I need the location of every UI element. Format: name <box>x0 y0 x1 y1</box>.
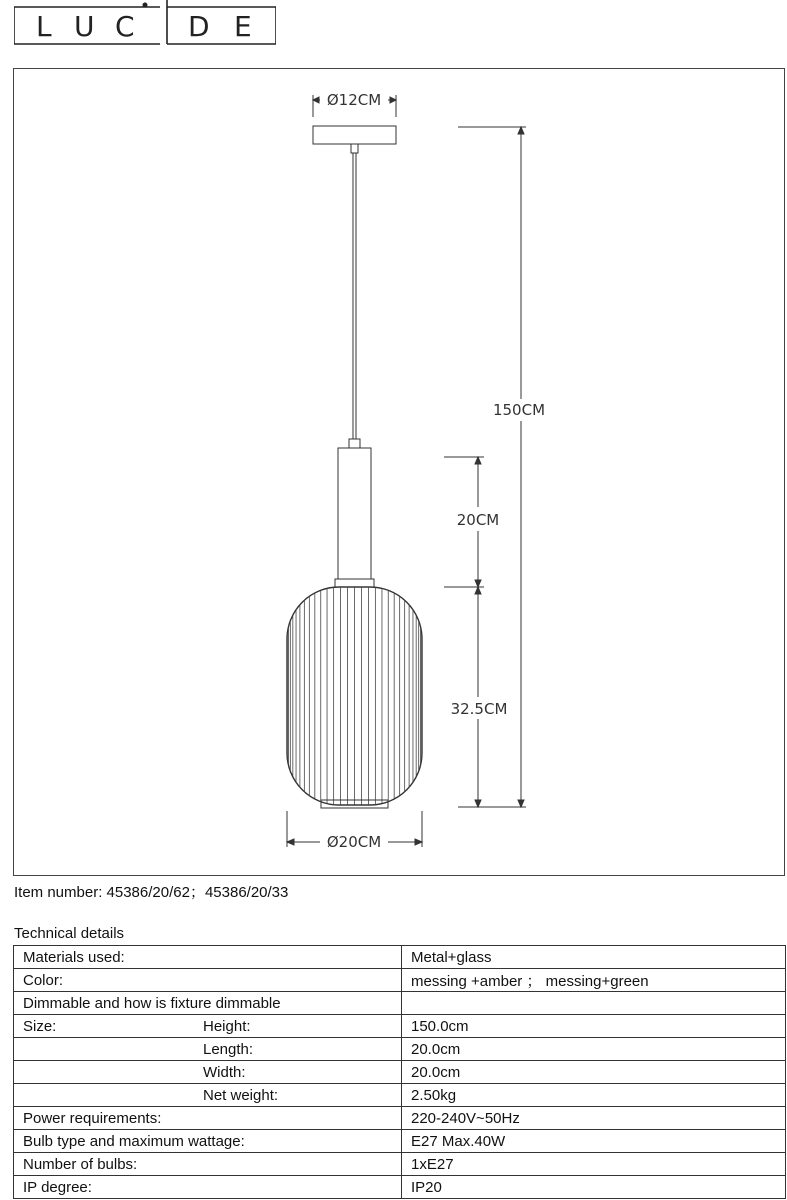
spec-label: IP degree: <box>14 1176 402 1199</box>
table-row <box>14 1130 786 1153</box>
spec-value: E27 Max.40W <box>402 1130 786 1153</box>
spec-value <box>402 992 786 1015</box>
shade-height-label: 32.5CM <box>450 700 508 718</box>
table-row <box>14 992 786 1015</box>
spec-label: Dimmable and how is fixture dimmable <box>14 992 402 1015</box>
spec-value: Metal+glass <box>402 946 786 969</box>
spec-value: 20.0cm <box>402 1061 786 1084</box>
spec-value: 220-240V~50Hz <box>402 1107 786 1130</box>
table-row <box>14 1107 786 1130</box>
spec-value: 1xE27 <box>402 1153 786 1176</box>
technical-details-table <box>13 945 786 1199</box>
table-row <box>14 1038 786 1061</box>
spec-label: Number of bulbs: <box>14 1153 402 1176</box>
brand-logo <box>14 0 276 46</box>
canopy-diameter-label: Ø12CM <box>326 91 382 109</box>
table-row <box>14 1015 786 1038</box>
spec-sublabel: Height: <box>203 1017 251 1035</box>
table-row <box>14 1153 786 1176</box>
spec-value: 2.50kg <box>402 1084 786 1107</box>
spec-label <box>14 1038 402 1061</box>
shade-diameter-label: Ø20CM <box>326 833 382 851</box>
spec-label: Power requirements: <box>14 1107 402 1130</box>
spec-value: 150.0cm <box>402 1015 786 1038</box>
logo-letter-e: E <box>234 10 252 43</box>
technical-details-heading: Technical details <box>14 925 125 942</box>
spec-sublabel: Width: <box>203 1063 246 1081</box>
logo-letter-u: U <box>74 10 95 43</box>
table-row <box>14 1176 786 1199</box>
technical-drawing-frame <box>13 68 785 876</box>
spec-label <box>14 1061 402 1084</box>
ceiling-canopy <box>313 126 396 144</box>
spec-sublabel: Length: <box>203 1040 254 1058</box>
spec-value: 20.0cm <box>402 1038 786 1061</box>
table-row <box>14 969 786 992</box>
spec-value: IP20 <box>402 1176 786 1199</box>
spec-label: Color: <box>14 969 402 992</box>
spec-label <box>14 1084 402 1107</box>
spec-label: Materials used: <box>14 946 402 969</box>
pendant-lamp-drawing <box>14 69 786 877</box>
lamp-holder-tube <box>338 448 371 579</box>
table-row <box>14 1084 786 1107</box>
spec-label: Bulb type and maximum wattage: <box>14 1130 402 1153</box>
item-number: Item number: 45386/20/62；45386/20/33 <box>14 884 289 901</box>
holder-height-label: 20CM <box>456 511 500 529</box>
spec-value: messing +amber ； messing+green <box>402 969 786 992</box>
spec-label <box>14 1015 402 1038</box>
spec-sublabel: Net weight: <box>203 1086 279 1104</box>
table-row <box>14 1061 786 1084</box>
table-row <box>14 946 786 969</box>
spec-group-label: Size: <box>23 1017 57 1035</box>
logo-letter-c: C <box>115 10 135 43</box>
logo-letter-l: L <box>36 10 52 43</box>
logo-letter-d: D <box>188 10 210 43</box>
total-height-label: 150CM <box>492 401 546 419</box>
